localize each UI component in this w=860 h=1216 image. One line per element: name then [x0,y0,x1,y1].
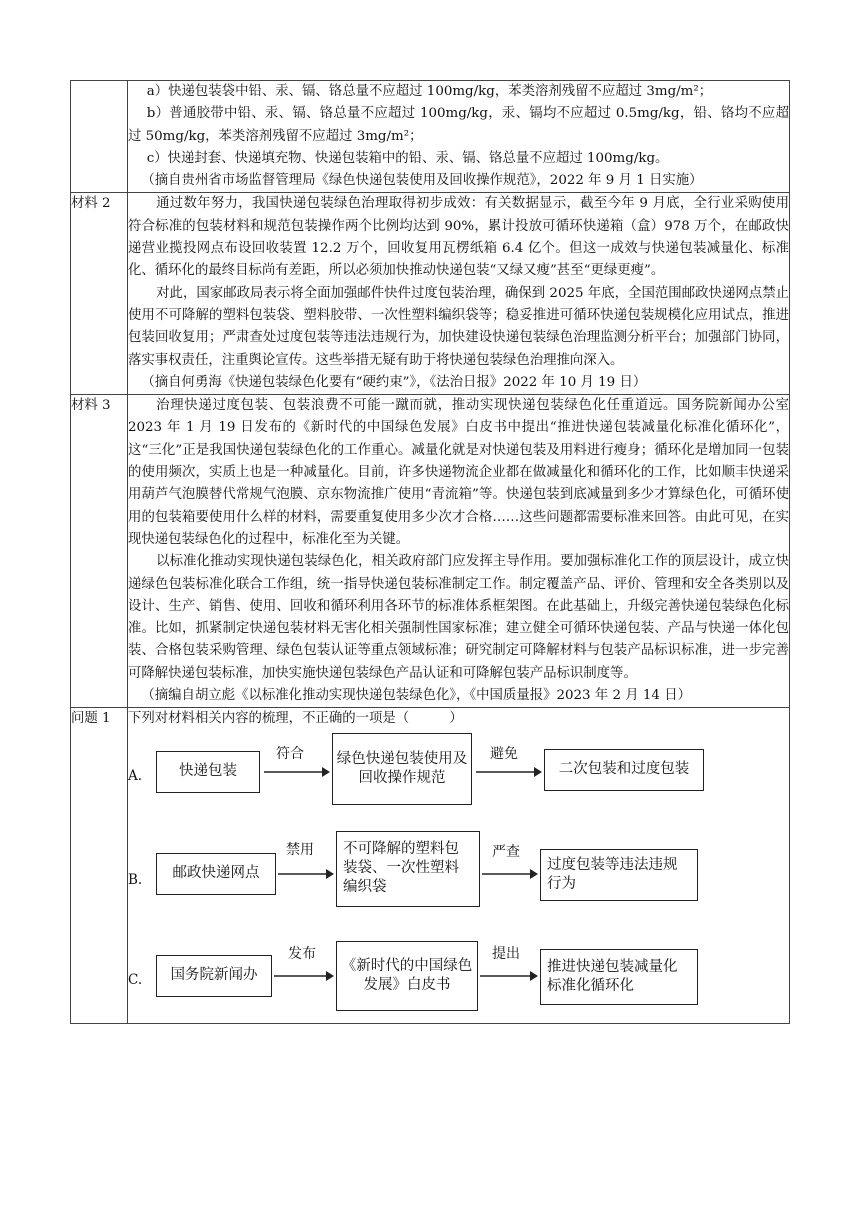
option-letter: C. [128,971,143,988]
clause-a: a）快递包装袋中铅、汞、镉、铬总量不应超过 100mg/kg，苯类溶剂残留不应超过 3mg/m²； [146,84,713,99]
table-row [71,708,790,1023]
row-label: 问题 1 [71,708,128,1023]
question1-content [128,708,790,1023]
arrow-label: 符合 [276,745,304,762]
row-label: 材料 3 [71,395,128,708]
flow-box: 《新时代的中国绿色发展》白皮书 [336,941,478,1011]
clause-c: c）快递封套、快递填充物、快递包装箱中的铅、汞、镉、铬总量不应超过 100mg/kg。 [146,150,669,166]
arrow-label: 避免 [490,745,518,762]
material1-continued [128,81,790,193]
option-letter: B. [128,871,143,888]
flow-box: 不可降解的塑料包装袋、一次性塑料编织袋 [336,831,480,907]
arrow-label: 严查 [492,843,520,860]
material2-content [128,193,790,395]
flow-box: 二次包装和过度包装 [544,749,704,791]
source-citation: （摘编自胡立彪《以标准化推动实现快递包装绿色化》，《中国质量报》2023 年 2 月 14 日） [141,688,691,704]
source-citation: （摘自贵州省市场监督管理局《绿色快递包装使用及回收操作规范》，2022 年 9 月 1 日实施） [141,173,703,189]
paragraph: 以标准化推动实现快递包装绿色化，相关政府部门应发挥主导作用。要加强标准化工作的顶层设计，成立快递绿色包装标准化联合工作组，统一指导快递包装标准制定工作。制定覆盖产品、评价、管理和安全各类别以及设计、生产、销售、使用、回收和循环利用各环节的标准体系框架图。在此基础上，升级完善快递包装绿色化标准。比如，抓紧制定快递包装材料无害化相关强制性国家标准；建立健全可循环快递包装、产品与快递一体化包装、合格包装采购管理、绿色包装认证等重点领域标准；研究制定可降解材料与包装产品标识标准，进一步完善可降解快递包装标准，加快实施快递包装绿色产品认证和可降解包装产品标识制度等。 [128,554,789,681]
right-arrow-icon [274,969,334,983]
material-table [70,80,790,1024]
right-arrow-icon [278,867,334,881]
table-row [71,193,790,395]
row-label-empty [71,81,128,193]
flow-box: 国务院新闻办 [156,955,272,997]
arrow-label: 禁用 [286,841,314,858]
options-diagram [128,731,789,1023]
table-row [71,81,790,193]
flow-box: 过度包装等违法违规行为 [540,849,698,901]
flow-box: 绿色快递包装使用及回收操作规范 [332,733,472,805]
flow-box: 邮政快递网点 [156,853,276,895]
source-citation: （摘自何勇海《快递包装绿色化要有“硬约束”》，《法治日报》2022 年 10 月 19 日） [141,374,647,390]
paragraph: 通过数年努力，我国快递包装绿色治理取得初步成效：有关数据显示，截至今年 9 月底，全行业采购使用符合标准的包装材料和规范包装操作两个比例均达到 90%，累计投放可循环快递箱（盒）978 万个，在邮政快递营业揽投网点布设回收装置 12.2 万个，回收复用瓦楞纸箱 6.4 亿个。但这一成效与快递包装减量化、标准化、循环化的最终目标尚有差距，所以必须加快推动快递包装“又绿又瘦”甚至“更绿更瘦”。 [128,196,789,279]
flow-box: 快递包装 [156,751,260,793]
question-stem: 下列对材料相关内容的梳理，不正确的一项是（ ） [128,711,463,727]
paragraph: 对此，国家邮政局表示将全面加强邮件快件过度包装治理，确保到 2025 年底，全国范围邮政快递网点禁止使用不可降解的塑料包装袋、塑料胶带、一次性塑料编织袋等；稳妥推进可循环快递包装规模化应用试点，推进包装回收复用；严肃查处过度包装等违法违规行为，加快建设快递包装绿色治理监测分析平台；加强部门协同，落实事权责任，注重舆论宣传。这些举措无疑有助于将快递包装绿色治理推向深入。 [128,285,789,368]
right-arrow-icon [476,765,542,779]
table-row [71,395,790,708]
right-arrow-icon [482,867,538,881]
option-letter: A. [128,767,143,784]
right-arrow-icon [480,969,538,983]
flow-box: 推进快递包装减量化标准化循环化 [540,949,698,1005]
arrow-label: 提出 [492,945,520,962]
row-label: 材料 2 [71,193,128,395]
paragraph: 治理快递过度包装、包装浪费不可能一蹴而就，推动实现快递包装绿色化任重道远。国务院新闻办公室 2023 年 1 月 19 日发布的《新时代的中国绿色发展》白皮书中提出“推进快递包装减量化标准化循环化”，这“三化”正是我国快递包装绿色化的工作重心。减量化就是对快递包装及用料进行瘦身；循环化是增加同一包装的使用频次，实质上也是一种减量化。目前，许多快递物流企业都在做减量化和循环化的工作，比如顺丰快递采用葫芦气泡膜替代常规气泡膜、京东物流推广使用“青流箱”等。快递包装到底减量到多少才算绿色化，可循环使用的包装箱要使用什么样的材料，需要重复使用多少次才合格……这些问题都需要标准来回答。由此可见，在实现快递包装绿色化的过程中，标准化至为关键。 [128,398,789,547]
right-arrow-icon [264,765,330,779]
clause-b: b）普通胶带中铅、汞、镉、铬总量不应超过 100mg/kg，汞、镉均不应超过 0.5mg/kg，铅、铬均不应超过 50mg/kg，苯类溶剂残留不应超过 3mg/m²； [128,106,789,144]
material3-content [128,395,790,708]
arrow-label: 发布 [288,945,316,962]
